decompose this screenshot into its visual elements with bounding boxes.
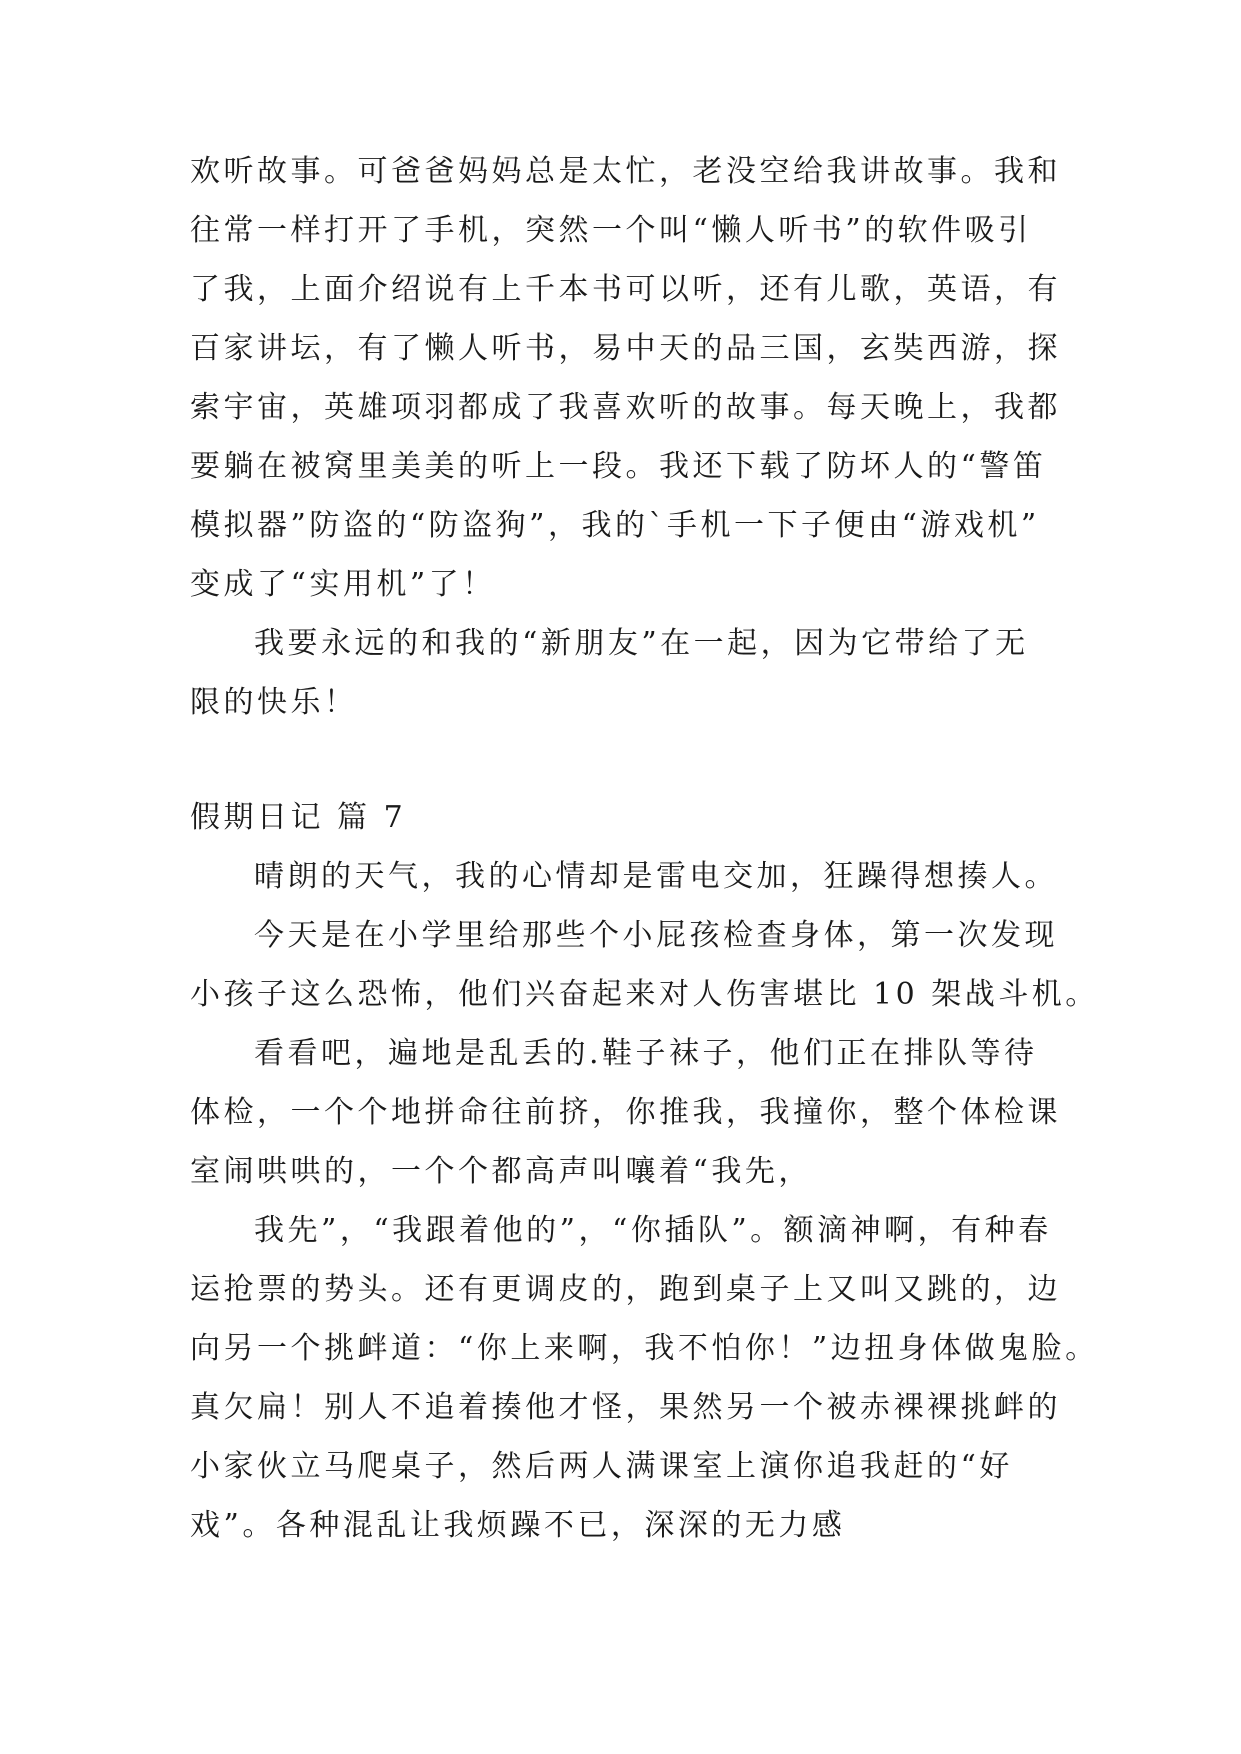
paragraph-line: 了我，上面介绍说有上千本书可以听，还有儿歌，英语，有 [190,272,1061,307]
paragraph-line: 体检，一个个地拼命往前挤，你推我，我撞你，整个体检课 [190,1095,1061,1130]
paragraph-line: 看看吧，遍地是乱丢的.鞋子袜子，他们正在排队等待 [254,1036,1038,1071]
paragraph-line: 真欠扁！别人不追着揍他才怪，果然另一个被赤裸裸挑衅的 [190,1390,1061,1425]
paragraph-line: 晴朗的天气，我的心情却是雷电交加，狂躁得想揍人。 [254,859,1058,894]
paragraph-line: 模拟器”防盗的“防盗狗”，我的`手机一下子便由“游戏机” [190,508,1040,543]
paragraph-line: 小孩子这么恐怖，他们兴奋起来对人伤害堪比 10 架战斗机。 [190,977,1099,1012]
paragraph-line: 索宇宙，英雄项羽都成了我喜欢听的故事。每天晚上，我都 [190,390,1061,425]
paragraph-line: 戏”。各种混乱让我烦躁不已，深深的无力感 [190,1508,846,1543]
paragraph-line: 变成了“实用机”了！ [190,567,496,602]
paragraph-line: 往常一样打开了手机，突然一个叫“懒人听书”的软件吸引 [190,213,1032,248]
paragraph-line: 限的快乐！ [190,685,358,720]
paragraph-line: 欢听故事。可爸爸妈妈总是太忙，老没空给我讲故事。我和 [190,154,1061,189]
paragraph-line: 要躺在被窝里美美的听上一段。我还下载了防坏人的“警笛 [190,449,1047,484]
paragraph-line: 室闹哄哄的，一个个都高声叫嚷着“我先， [190,1154,812,1189]
paragraph-line: 运抢票的势头。还有更调皮的，跑到桌子上又叫又跳的，边 [190,1272,1061,1307]
section-title: 假期日记 篇 7 [190,800,407,835]
paragraph-line: 百家讲坛，有了懒人听书，易中天的品三国，玄奘西游，探 [190,331,1061,366]
paragraph-line: 小家伙立马爬桌子，然后两人满课室上演你追我赶的“好 [190,1449,1013,1484]
paragraph-line: 向另一个挑衅道：“你上来啊，我不怕你！”边扭身体做鬼脸。 [190,1331,1099,1366]
paragraph-line: 我要永远的和我的“新朋友”在一起，因为它带给了无 [254,626,1029,661]
paragraph-line: 我先”，“我跟着他的”，“你插队”。额滴神啊，有种春 [254,1213,1052,1248]
paragraph-line: 今天是在小学里给那些个小屁孩检查身体，第一次发现 [254,918,1058,953]
